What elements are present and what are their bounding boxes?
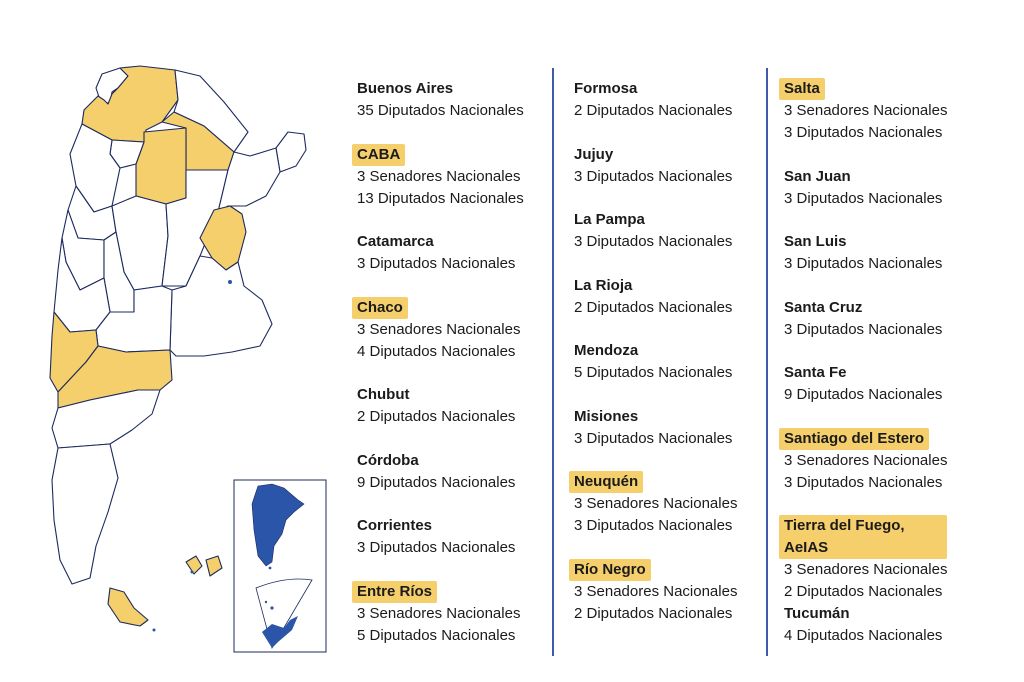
representatives-count: 3 Diputados Nacionales (357, 539, 516, 556)
province-entry (357, 450, 515, 494)
representatives-count: 3 Diputados Nacionales (784, 320, 943, 338)
representatives-count: 2 Diputados Nacionales (784, 583, 943, 600)
province-entry (784, 231, 942, 275)
representatives-count: 3 Diputados Nacionales (784, 255, 943, 272)
province-entry (357, 297, 520, 363)
province-name: Corrientes (357, 517, 433, 534)
province-name: La Pampa (574, 211, 645, 228)
province-shape-santa-cruz (52, 444, 118, 584)
representatives-count: 3 Diputados Nacionales (357, 255, 516, 272)
representatives-count: 3 Senadores Nacionales (574, 582, 738, 600)
representatives-count: 3 Diputados Nacionales (574, 429, 733, 447)
province-name: San Juan (784, 167, 851, 185)
representatives-count: 35 Diputados Nacionales (357, 102, 524, 119)
representatives-count: 3 Senadores Nacionales (784, 102, 948, 119)
province-entry (357, 78, 524, 122)
representatives-count: 3 Diputados Nacionales (784, 189, 943, 207)
province-name: Buenos Aires (357, 80, 454, 97)
province-name: Tucumán (784, 604, 850, 622)
representatives-count: 3 Diputados Nacionales (784, 473, 943, 491)
province-name: Catamarca (357, 233, 434, 250)
province-entry (357, 144, 524, 210)
province-shape-tierra-del-fuego (108, 588, 148, 626)
province-name: Chubut (357, 386, 410, 403)
province-name: CABA (352, 144, 405, 166)
province-name: Tierra del Fuego, AeIAS (779, 515, 947, 559)
province-name: Mendoza (574, 342, 639, 359)
province-name: Santiago del Estero (779, 428, 929, 450)
province-name: Jujuy (574, 145, 614, 163)
column-divider-2 (766, 68, 768, 656)
province-entry (574, 78, 732, 122)
province-entry (357, 384, 515, 428)
province-entry (357, 581, 520, 647)
province-entry (784, 428, 947, 494)
province-shape-misiones (276, 132, 306, 172)
province-name: La Rioja (574, 276, 633, 294)
province-name: Santa Fe (784, 364, 847, 381)
representatives-count: 3 Senadores Nacionales (574, 495, 738, 512)
representatives-count: 2 Diputados Nacionales (574, 604, 733, 622)
representatives-count: 3 Diputados Nacionales (574, 167, 733, 185)
province-entry (574, 406, 732, 450)
argentina-map (0, 0, 340, 682)
representatives-count: 3 Diputados Nacionales (574, 233, 733, 250)
province-name: San Luis (784, 233, 847, 250)
province-entry (784, 297, 942, 341)
province-name: Neuquén (569, 471, 643, 493)
province-name: Entre Ríos (352, 581, 437, 603)
representatives-count: 3 Diputados Nacionales (784, 124, 943, 141)
province-entry (574, 209, 732, 253)
representatives-count: 5 Diputados Nacionales (357, 626, 516, 644)
representatives-count: 5 Diputados Nacionales (574, 364, 733, 381)
representatives-count: 3 Senadores Nacionales (357, 604, 521, 622)
province-name: Chaco (352, 297, 408, 319)
province-entry (357, 515, 515, 559)
province-name: Santa Cruz (784, 298, 863, 316)
province-entry (784, 78, 947, 144)
province-name: Formosa (574, 80, 638, 97)
representatives-count: 2 Diputados Nacionales (357, 408, 516, 425)
representatives-count: 9 Diputados Nacionales (784, 386, 943, 403)
representatives-count: 9 Diputados Nacionales (357, 473, 516, 491)
representatives-count: 13 Diputados Nacionales (357, 189, 524, 207)
province-entry (784, 362, 942, 406)
representatives-count: 3 Senadores Nacionales (784, 451, 948, 469)
representatives-count: 2 Diputados Nacionales (574, 102, 733, 119)
antarctic-inset (234, 480, 326, 652)
representatives-count: 2 Diputados Nacionales (574, 298, 733, 316)
province-entry (574, 471, 737, 537)
representatives-count: 3 Senadores Nacionales (357, 167, 521, 185)
province-entry (574, 559, 737, 625)
representatives-count: 4 Diputados Nacionales (784, 626, 943, 644)
province-entry (784, 603, 942, 647)
province-name: Misiones (574, 407, 639, 425)
province-shape-santiago-del-estero (136, 128, 186, 204)
representatives-count: 3 Senadores Nacionales (784, 561, 948, 578)
province-name: Río Negro (569, 559, 651, 581)
province-shape-malvinas-east (206, 556, 222, 576)
representatives-count: 3 Diputados Nacionales (574, 517, 733, 534)
province-name: Córdoba (357, 451, 419, 469)
representatives-count: 4 Diputados Nacionales (357, 342, 516, 360)
province-entry (784, 166, 942, 210)
province-shape-malvinas (186, 556, 202, 574)
province-entry (574, 275, 732, 319)
province-entry (357, 231, 515, 275)
province-name: Salta (779, 78, 825, 100)
province-entry (574, 144, 732, 188)
representatives-count: 3 Senadores Nacionales (357, 320, 521, 338)
province-entry (574, 340, 732, 384)
province-entry (784, 515, 947, 603)
column-divider-1 (552, 68, 554, 656)
